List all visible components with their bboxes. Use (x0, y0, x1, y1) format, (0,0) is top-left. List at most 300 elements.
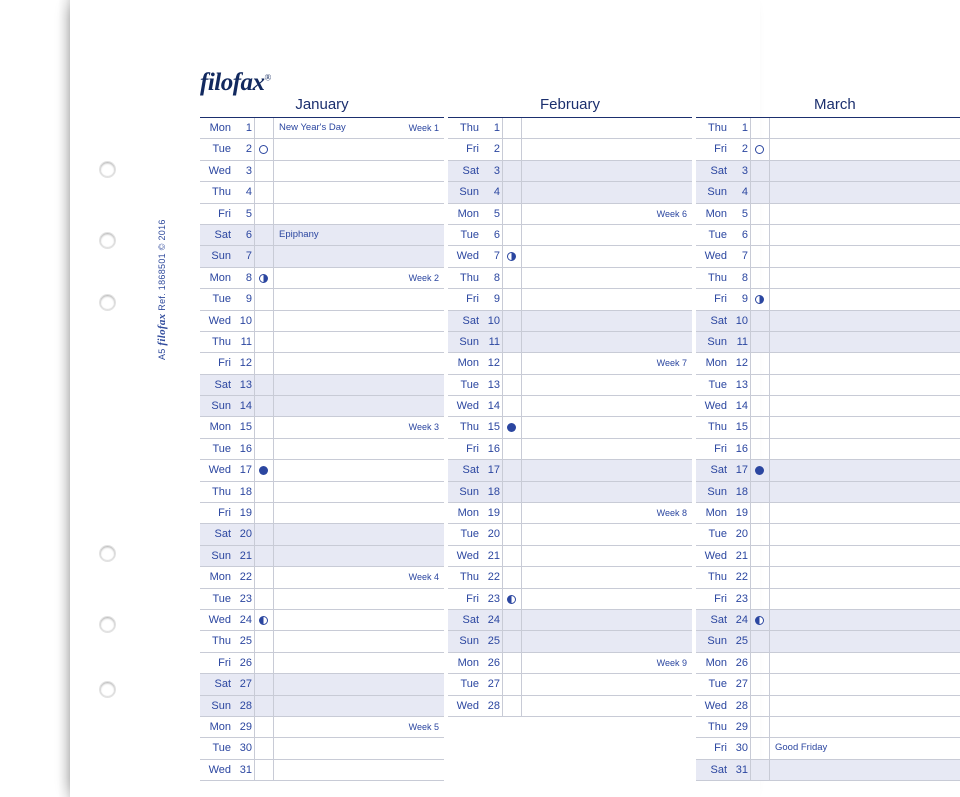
day-row[interactable] (448, 567, 692, 588)
day-row[interactable] (200, 460, 444, 481)
day-number: 6 (245, 228, 252, 241)
day-row[interactable] (448, 182, 692, 203)
day-number: 19 (735, 507, 748, 520)
day-row[interactable] (448, 610, 692, 631)
day-note-field[interactable] (769, 760, 960, 780)
day-number: 8 (245, 271, 252, 284)
day-note-field[interactable] (273, 204, 444, 224)
moon-phase-cell (502, 567, 521, 587)
day-row[interactable] (200, 139, 444, 160)
day-row[interactable] (200, 482, 444, 503)
moon-phase-cell (750, 225, 769, 245)
day-number: 25 (487, 635, 500, 648)
day-note-field[interactable] (521, 417, 692, 437)
day-note-field[interactable] (273, 631, 444, 651)
day-row[interactable] (448, 631, 692, 652)
day-row[interactable] (696, 246, 960, 267)
day-number: 13 (735, 378, 748, 391)
moon-phase-cell (502, 396, 521, 416)
day-of-week-label: Sun (211, 549, 231, 562)
day-note-field[interactable] (769, 353, 960, 373)
day-row[interactable] (448, 653, 692, 674)
day-of-week-label: Tue (460, 678, 479, 691)
day-number: 1 (741, 122, 748, 134)
day-note-field[interactable] (273, 589, 444, 609)
moon-phase-cell (502, 311, 521, 331)
moon-phase-cell (502, 139, 521, 159)
day-of-week-label: Wed (208, 164, 231, 177)
day-note-field[interactable] (273, 332, 444, 352)
day-row[interactable] (200, 225, 444, 246)
day-row[interactable] (200, 717, 444, 738)
day-row[interactable] (200, 311, 444, 332)
day-row[interactable] (448, 482, 692, 503)
moon-phase-cell (254, 610, 273, 630)
day-note-field[interactable] (273, 353, 444, 373)
day-number: 5 (741, 207, 748, 220)
day-row[interactable] (200, 118, 444, 139)
day-row[interactable] (448, 696, 692, 717)
day-row[interactable] (200, 524, 444, 545)
day-number: 14 (239, 400, 252, 413)
day-of-week-label: Fri (218, 656, 231, 669)
day-number: 4 (245, 186, 252, 199)
day-note-field[interactable] (769, 332, 960, 352)
day-row[interactable] (200, 332, 444, 353)
day-number: 12 (487, 357, 500, 370)
day-of-week-label: Tue (460, 378, 479, 391)
day-of-week-label: Tue (460, 228, 479, 241)
day-row[interactable] (448, 589, 692, 610)
day-row[interactable] (448, 139, 692, 160)
day-row[interactable] (448, 118, 692, 139)
day-row[interactable] (200, 631, 444, 652)
day-note-field[interactable] (769, 161, 960, 181)
day-row[interactable] (200, 204, 444, 225)
day-number: 7 (493, 250, 500, 263)
day-row[interactable] (448, 225, 692, 246)
day-note-field[interactable] (769, 738, 960, 758)
day-note-field[interactable] (273, 674, 444, 694)
day-row[interactable] (696, 717, 960, 738)
day-row[interactable] (200, 546, 444, 567)
day-of-week-label: Fri (218, 357, 231, 370)
day-of-week-label: Fri (218, 507, 231, 520)
moon-phase-cell (254, 631, 273, 651)
day-number: 13 (239, 378, 252, 391)
day-row[interactable] (200, 246, 444, 267)
day-note-field[interactable] (273, 503, 444, 523)
day-of-week-label: Sun (707, 635, 727, 648)
day-of-week-label: Wed (456, 549, 479, 562)
spine-ref: Ref. 1868501 (157, 253, 167, 311)
day-note-field[interactable] (521, 225, 692, 245)
day-note-field[interactable] (273, 417, 444, 437)
moon-phase-cell (502, 460, 521, 480)
day-row[interactable] (200, 589, 444, 610)
day-note-field[interactable] (769, 182, 960, 202)
day-note-field[interactable] (521, 503, 692, 523)
day-note-field[interactable] (521, 396, 692, 416)
day-of-week-label: Mon (457, 507, 479, 520)
day-note-field[interactable] (769, 610, 960, 630)
day-of-week-label: Wed (456, 250, 479, 263)
moon-phase-cell (750, 653, 769, 673)
day-row[interactable] (200, 396, 444, 417)
day-note-field[interactable] (273, 139, 444, 159)
day-row[interactable] (448, 460, 692, 481)
day-note-field[interactable] (273, 396, 444, 416)
day-note-field[interactable] (769, 204, 960, 224)
day-of-week-label: Wed (704, 699, 727, 712)
day-note-field[interactable] (273, 246, 444, 266)
day-of-week-label: Thu (460, 122, 479, 134)
day-number: 13 (487, 378, 500, 391)
day-note-field[interactable] (769, 246, 960, 266)
day-number: 4 (741, 186, 748, 199)
day-note-field[interactable] (769, 139, 960, 159)
day-number: 24 (239, 613, 252, 626)
day-number: 16 (735, 442, 748, 455)
day-number: 25 (735, 635, 748, 648)
day-note-field[interactable] (521, 631, 692, 651)
day-note-field[interactable] (521, 161, 692, 181)
day-note-field[interactable] (521, 353, 692, 373)
day-note-field[interactable] (521, 375, 692, 395)
moon-phase-cell (254, 268, 273, 288)
day-row[interactable] (448, 204, 692, 225)
day-row[interactable] (696, 353, 960, 374)
day-note-field[interactable] (273, 225, 444, 245)
day-note-field[interactable] (273, 460, 444, 480)
day-row[interactable] (448, 417, 692, 438)
day-note-field[interactable] (273, 567, 444, 587)
day-note-field[interactable] (769, 118, 960, 138)
day-of-week-label: Wed (704, 250, 727, 263)
week-number-label: Week 6 (656, 208, 687, 219)
day-note-field[interactable] (521, 674, 692, 694)
registered-mark: ® (264, 72, 271, 83)
moon-phase-cell (750, 717, 769, 737)
day-of-week-label: Sat (710, 314, 727, 327)
moon-last-icon (755, 616, 764, 625)
day-row[interactable] (448, 289, 692, 310)
day-row[interactable] (696, 589, 960, 610)
day-note-field[interactable] (769, 674, 960, 694)
day-note-field[interactable] (521, 567, 692, 587)
day-row[interactable] (200, 439, 444, 460)
day-note-field[interactable] (521, 118, 692, 138)
week-number-label: Week 5 (408, 721, 439, 732)
day-number: 17 (735, 464, 748, 477)
day-rows (448, 118, 692, 717)
moon-phase-cell (502, 353, 521, 373)
day-note-field[interactable] (521, 289, 692, 309)
day-row[interactable] (696, 439, 960, 460)
day-of-week-label: Fri (466, 442, 479, 455)
day-number: 17 (239, 464, 252, 477)
moon-phase-cell (502, 439, 521, 459)
day-note-field[interactable] (273, 760, 444, 780)
moon-phase-cell (254, 674, 273, 694)
moon-phase-cell (254, 332, 273, 352)
day-note-field[interactable] (769, 589, 960, 609)
day-note-field[interactable] (521, 546, 692, 566)
day-row[interactable] (200, 289, 444, 310)
day-note-field[interactable] (521, 182, 692, 202)
day-of-week-label: Mon (705, 656, 727, 669)
moon-phase-cell (750, 503, 769, 523)
day-number: 18 (735, 485, 748, 498)
day-row[interactable] (696, 482, 960, 503)
day-note-field[interactable] (769, 268, 960, 288)
day-note-field[interactable] (521, 439, 692, 459)
day-note-field[interactable] (273, 653, 444, 673)
day-note-field[interactable] (769, 460, 960, 480)
day-of-week-label: Fri (466, 592, 479, 605)
day-row[interactable] (448, 161, 692, 182)
day-note-field[interactable] (521, 268, 692, 288)
moon-phase-cell (254, 482, 273, 502)
day-note-field[interactable] (769, 717, 960, 737)
day-note-field[interactable] (273, 482, 444, 502)
day-note-field[interactable] (521, 311, 692, 331)
day-note-field[interactable] (769, 375, 960, 395)
day-of-week-label: Wed (208, 763, 231, 776)
day-note-field[interactable] (521, 589, 692, 609)
day-note-field[interactable] (273, 161, 444, 181)
day-row[interactable] (696, 738, 960, 759)
day-note-field[interactable] (273, 311, 444, 331)
day-row[interactable] (200, 353, 444, 374)
day-of-week-label: Wed (208, 613, 231, 626)
day-number: 22 (735, 571, 748, 584)
day-row[interactable] (448, 246, 692, 267)
moon-phase-cell (750, 738, 769, 758)
day-row[interactable] (448, 375, 692, 396)
day-note-field[interactable] (273, 182, 444, 202)
day-row[interactable] (448, 439, 692, 460)
day-row[interactable] (696, 118, 960, 139)
day-note-field[interactable] (521, 460, 692, 480)
moon-phase-cell (750, 161, 769, 181)
day-row[interactable] (200, 696, 444, 717)
day-note-field[interactable] (273, 696, 444, 716)
day-number: 3 (245, 164, 252, 177)
moon-phase-cell (502, 653, 521, 673)
day-note-field[interactable] (769, 546, 960, 566)
day-row[interactable] (696, 696, 960, 717)
month-column-march (696, 96, 960, 786)
day-row[interactable] (696, 396, 960, 417)
day-number: 21 (239, 549, 252, 562)
day-row[interactable] (696, 139, 960, 160)
day-row[interactable] (696, 524, 960, 545)
day-row[interactable] (696, 631, 960, 652)
day-number: 10 (487, 314, 500, 327)
day-number: 26 (735, 656, 748, 669)
moon-phase-cell (502, 503, 521, 523)
day-number: 22 (239, 571, 252, 584)
day-note-field[interactable] (769, 631, 960, 651)
day-row[interactable] (200, 674, 444, 695)
day-of-week-label: Sat (214, 528, 231, 541)
day-row[interactable] (448, 503, 692, 524)
day-row[interactable] (200, 417, 444, 438)
day-row[interactable] (696, 332, 960, 353)
moon-phase-cell (750, 760, 769, 780)
day-number: 18 (239, 485, 252, 498)
day-note-field[interactable] (273, 524, 444, 544)
day-of-week-label: Sun (211, 699, 231, 712)
day-of-week-label: Tue (212, 293, 231, 306)
moon-phase-cell (254, 524, 273, 544)
day-note-field[interactable] (769, 289, 960, 309)
day-note-field[interactable] (521, 653, 692, 673)
day-note-field[interactable] (769, 696, 960, 716)
day-of-week-label: Tue (212, 742, 231, 755)
day-note-field[interactable] (769, 225, 960, 245)
day-row[interactable] (696, 460, 960, 481)
day-number: 15 (487, 421, 500, 434)
week-number-label: Week 2 (408, 272, 439, 283)
moon-phase-cell (750, 353, 769, 373)
day-row[interactable] (696, 204, 960, 225)
day-note-field[interactable] (521, 524, 692, 544)
moon-phase-cell (750, 439, 769, 459)
day-note-field[interactable] (521, 204, 692, 224)
day-row[interactable] (200, 567, 444, 588)
day-row[interactable] (696, 225, 960, 246)
day-row[interactable] (696, 311, 960, 332)
day-row[interactable] (448, 396, 692, 417)
day-note-field[interactable] (273, 375, 444, 395)
day-note-field[interactable] (769, 524, 960, 544)
day-number: 16 (239, 442, 252, 455)
day-number: 31 (735, 763, 748, 776)
day-note-field[interactable] (273, 546, 444, 566)
day-row[interactable] (696, 567, 960, 588)
day-row[interactable] (200, 610, 444, 631)
moon-phase-cell (254, 589, 273, 609)
moon-phase-cell (502, 182, 521, 202)
day-row[interactable] (696, 268, 960, 289)
day-row[interactable] (200, 503, 444, 524)
day-note-field[interactable] (273, 439, 444, 459)
day-note-field[interactable] (769, 567, 960, 587)
day-of-week-label: Fri (714, 592, 727, 605)
week-number-label: Week 3 (408, 422, 439, 433)
moon-full-icon (259, 466, 268, 475)
day-row[interactable] (696, 375, 960, 396)
day-row[interactable] (448, 546, 692, 567)
day-row[interactable] (448, 332, 692, 353)
day-note-field[interactable] (273, 738, 444, 758)
day-row[interactable] (696, 760, 960, 781)
day-row[interactable] (200, 760, 444, 781)
moon-first-icon (755, 295, 764, 304)
day-note-field[interactable] (769, 503, 960, 523)
day-row[interactable] (696, 289, 960, 310)
day-of-week-label: Mon (209, 271, 231, 284)
day-note-field[interactable] (769, 417, 960, 437)
day-row[interactable] (696, 503, 960, 524)
day-row[interactable] (448, 311, 692, 332)
moon-phase-cell (254, 567, 273, 587)
moon-new-icon (755, 145, 764, 154)
day-rows (200, 118, 444, 781)
day-number: 10 (239, 314, 252, 327)
day-note-field[interactable] (273, 268, 444, 288)
day-of-week-label: Sun (459, 186, 479, 199)
day-note-field[interactable] (273, 289, 444, 309)
day-of-week-label: Sun (211, 250, 231, 263)
day-note-field[interactable] (521, 139, 692, 159)
day-number: 10 (735, 314, 748, 327)
day-note-field[interactable] (769, 653, 960, 673)
day-of-week-label: Sun (707, 186, 727, 199)
day-row[interactable] (696, 161, 960, 182)
day-row[interactable] (448, 674, 692, 695)
moon-phase-cell (254, 653, 273, 673)
day-row[interactable] (696, 653, 960, 674)
day-row[interactable] (200, 375, 444, 396)
day-row[interactable] (696, 182, 960, 203)
day-row[interactable] (448, 268, 692, 289)
moon-phase-cell (254, 417, 273, 437)
day-note-field[interactable] (521, 610, 692, 630)
day-of-week-label: Mon (209, 571, 231, 584)
day-row[interactable] (200, 738, 444, 759)
day-row[interactable] (448, 353, 692, 374)
day-note-field[interactable] (273, 717, 444, 737)
day-note-field[interactable] (273, 610, 444, 630)
moon-phase-cell (254, 311, 273, 331)
day-number: 5 (245, 207, 252, 220)
day-of-week-label: Wed (704, 549, 727, 562)
day-note-field[interactable] (769, 439, 960, 459)
day-number: 26 (239, 656, 252, 669)
day-note-field[interactable] (521, 696, 692, 716)
day-note-field[interactable] (769, 482, 960, 502)
moon-phase-cell (750, 375, 769, 395)
moon-phase-cell (254, 246, 273, 266)
day-note-field[interactable] (521, 246, 692, 266)
day-number: 30 (735, 742, 748, 755)
day-note-field[interactable] (769, 311, 960, 331)
day-note-field[interactable] (273, 118, 444, 138)
month-title: January (200, 96, 444, 118)
day-row[interactable] (200, 182, 444, 203)
day-row[interactable] (696, 674, 960, 695)
day-row[interactable] (696, 610, 960, 631)
day-of-week-label: Sat (710, 164, 727, 177)
day-row[interactable] (200, 268, 444, 289)
day-row[interactable] (696, 417, 960, 438)
day-of-week-label: Tue (708, 378, 727, 391)
day-note-field[interactable] (769, 396, 960, 416)
day-number: 28 (735, 699, 748, 712)
day-note-field[interactable] (521, 482, 692, 502)
day-of-week-label: Sat (214, 678, 231, 691)
day-number: 14 (487, 400, 500, 413)
day-note-field[interactable] (521, 332, 692, 352)
day-row[interactable] (696, 546, 960, 567)
day-row[interactable] (448, 524, 692, 545)
day-row[interactable] (200, 653, 444, 674)
moon-phase-cell (750, 546, 769, 566)
day-row[interactable] (200, 161, 444, 182)
